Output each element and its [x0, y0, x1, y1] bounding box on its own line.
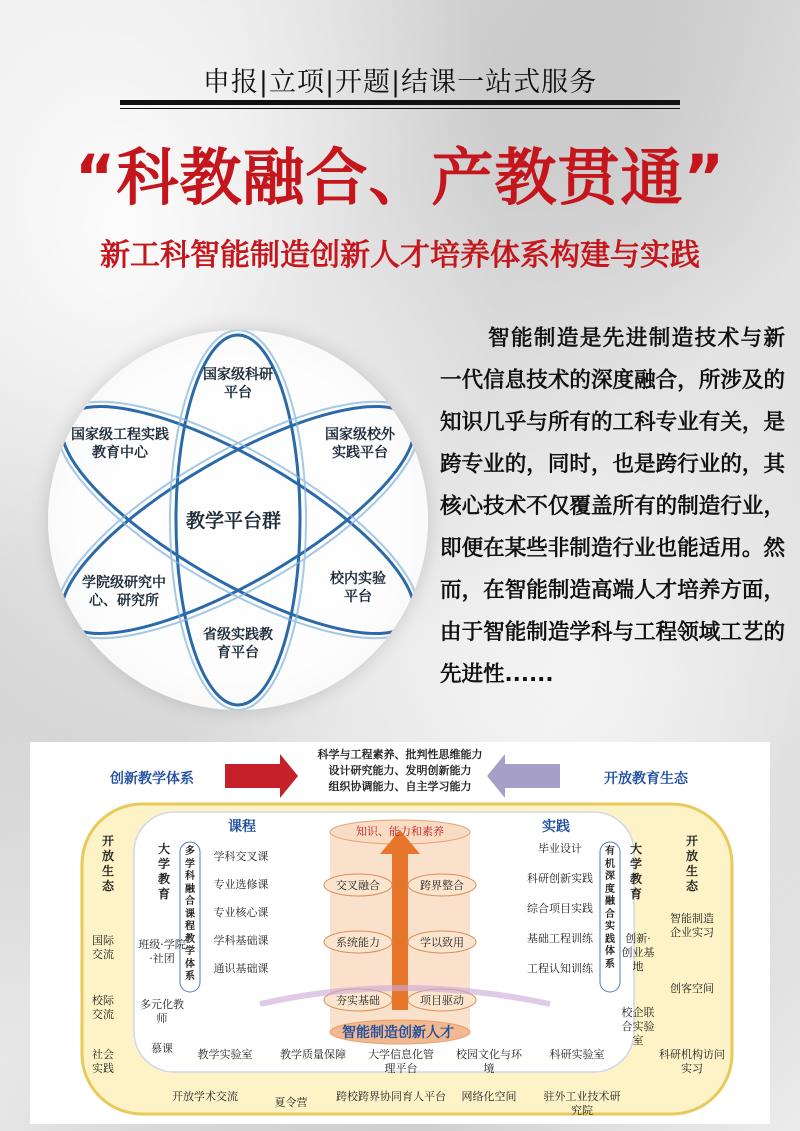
bottom-center-label: 智能制造创新人才	[342, 1025, 454, 1041]
left-inner-item: 多元化教师	[140, 998, 184, 1025]
univ-edu-left: 大学教育	[157, 842, 170, 901]
bottom-row1-item: 科研实验室	[549, 1048, 605, 1061]
platform-circle-diagram	[48, 330, 428, 710]
right-arrow-icon	[225, 754, 298, 798]
circle-center-label: 教学平台群	[186, 510, 282, 532]
cylinder-cell: 跨界整合	[420, 879, 464, 892]
goal-2: 设计研究能力、发明创新能力	[328, 764, 472, 777]
left-outer-item: 校际交流	[92, 994, 114, 1021]
course-item: 专业核心课	[213, 906, 269, 919]
left-outer-item: 社会实践	[92, 1048, 114, 1075]
univ-edu-right: 大学教育	[629, 842, 642, 901]
bottom-row2-item: 跨校跨界协同育人平台	[336, 1090, 446, 1103]
open-eco-right: 开放生态	[685, 834, 698, 893]
circle-item-national-external	[320, 426, 400, 462]
bottom-row2-item: 驻外工业技术研究院	[543, 1090, 621, 1117]
label: 省级实践教育平台	[203, 627, 273, 661]
course-item: 学科交叉课	[213, 850, 269, 863]
course-item: 通识基础课	[213, 962, 269, 975]
label: 国家级校外实践平台	[325, 427, 395, 461]
left-inner-item: 班级·学院·社团	[138, 938, 186, 965]
practice-item: 科研创新实践	[527, 872, 593, 885]
talent-system-diagram	[30, 742, 770, 1124]
right-outer-item: 创客空间	[670, 982, 714, 995]
bottom-row2-item: 夏令营	[274, 1096, 308, 1109]
label: 学院级研究中心、研究所	[82, 575, 166, 609]
header-tagline: 申报|立项|开题|结课一站式服务	[202, 67, 598, 98]
headline: “科教融合、产教贯通”	[74, 141, 726, 214]
circle-item-national-engineering	[70, 426, 170, 462]
intro-paragraph: 智能制造是先进制造技术与新一代信息技术的深度融合，所涉及的知识几乎与所有的工科专业有关，是跨专业的，同时，也是跨行业的，其核心技术不仅覆盖所有的制造行业，即便在某些非制造行业也能适用。然而，在智能制造高端人才培养方面，由于智能制造学科与工程领域工艺的先进性......	[440, 326, 785, 687]
header-rule	[120, 100, 680, 105]
cylinder-cell: 系统能力	[336, 936, 380, 949]
right-inner-item: 校企联合实验室	[621, 1006, 655, 1047]
left-title: 创新教学体系	[110, 771, 194, 787]
circle-item-campus-lab	[326, 570, 390, 606]
open-eco-left: 开放生态	[101, 834, 114, 893]
bottom-row1-item: 大学信息化管理平台	[368, 1048, 434, 1075]
right-title: 开放教育生态	[604, 771, 688, 787]
bottom-row1-item: 校园文化与环境	[456, 1048, 522, 1075]
label: 校内实验平台	[330, 571, 386, 605]
left-outer-item: 国际交流	[92, 934, 114, 961]
right-outer-item: 科研机构访问实习	[659, 1048, 725, 1075]
practice-item: 毕业设计	[538, 842, 582, 855]
right-inner-item: 创新·创业基地	[621, 932, 655, 973]
goal-1: 科学与工程素养、批判性思维能力	[317, 748, 483, 761]
cylinder-cell: 学以致用	[420, 936, 464, 949]
cylinder-cell: 项目驱动	[420, 994, 464, 1007]
course-item: 学科基础课	[213, 934, 269, 947]
course-title: 课程	[228, 819, 256, 835]
course-vertical-label: 多学科融合课程教学体系	[185, 846, 195, 982]
circle-item-college-center	[74, 574, 174, 610]
left-inner-item: 慕课	[151, 1042, 173, 1055]
cylinder-cell: 交叉融合	[336, 879, 380, 892]
left-arrow-icon	[487, 754, 560, 798]
bottom-row1-item: 教学质量保障	[280, 1048, 346, 1061]
label: 国家级科研平台	[203, 367, 273, 401]
practice-item: 综合项目实践	[527, 902, 593, 915]
subtitle: 新工科智能制造创新人才培养体系构建与实践	[100, 238, 700, 273]
circle-item-provincial	[203, 626, 273, 662]
practice-item: 基础工程训练	[527, 932, 593, 945]
cylinder-title: 知识、能力和素养	[356, 825, 444, 838]
cylinder-cell: 夯实基础	[336, 994, 380, 1007]
goal-3: 组织协调能力、自主学习能力	[328, 780, 472, 793]
circle-item-national-research	[200, 366, 276, 402]
bottom-row2-item: 网络化空间	[461, 1090, 517, 1103]
bottom-row2-item: 开放学术交流	[172, 1090, 238, 1103]
course-item: 专业选修课	[213, 878, 269, 891]
bottom-row1-item: 教学实验室	[197, 1048, 253, 1061]
label: 国家级工程实践教育中心	[71, 427, 169, 461]
header-rule-thin	[120, 108, 680, 109]
practice-vertical-label: 有机深度融合实践体系	[605, 846, 615, 970]
practice-title: 实践	[542, 819, 570, 835]
practice-item: 工程认知训练	[527, 962, 593, 975]
right-outer-item: 智能制造企业实习	[670, 912, 714, 939]
